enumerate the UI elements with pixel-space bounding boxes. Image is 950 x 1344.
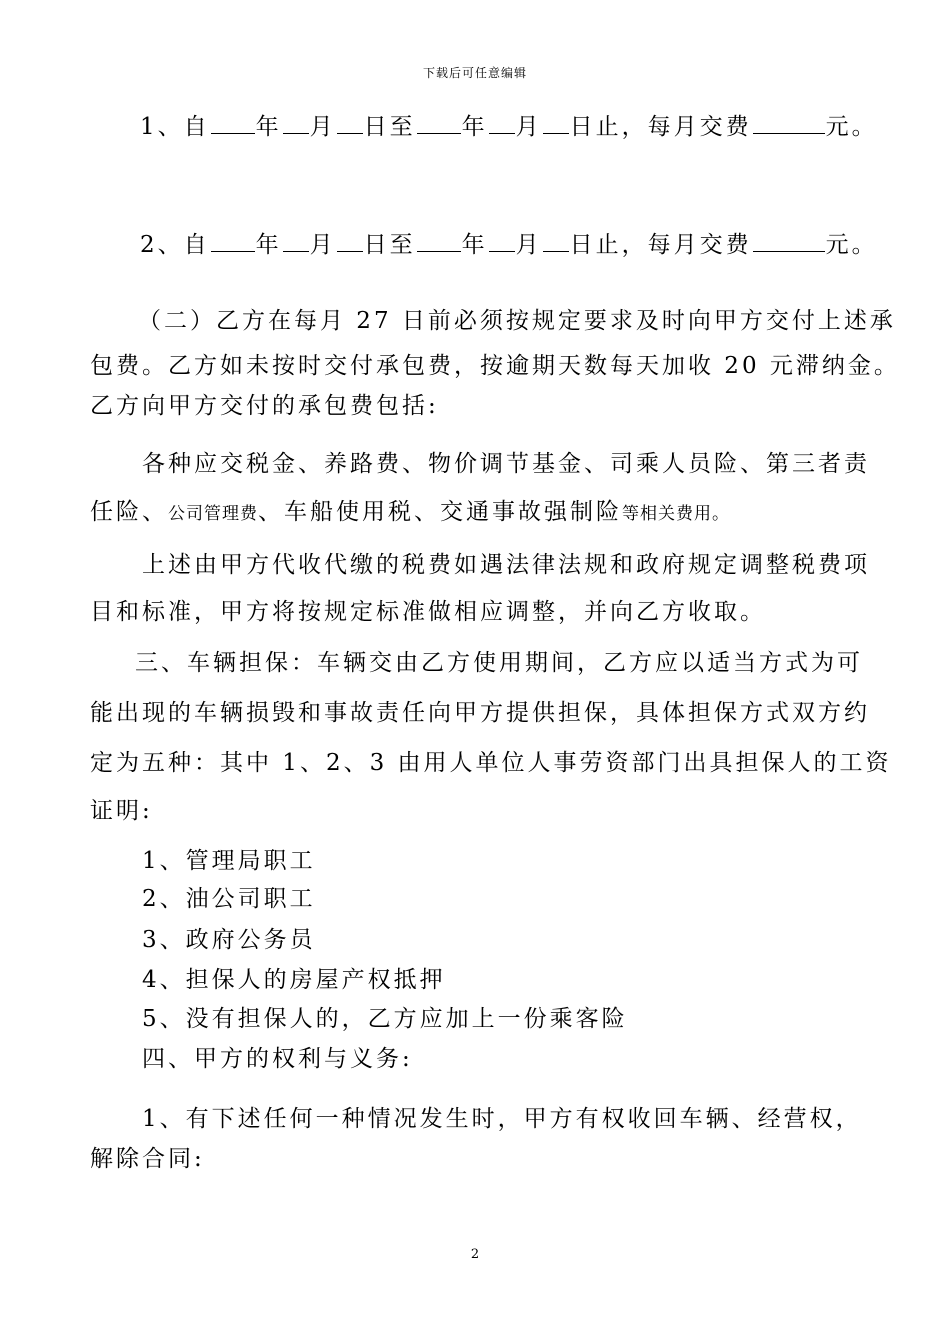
section-heading: 三、车辆担保：车辆交由乙方使用期间，乙方应以适当方式为可 [135,650,863,676]
page-number: 2 [470,1247,480,1262]
fee-line-2: 2、自 年 月 日至 年 月 日止，每月交费 元。 [140,232,878,258]
list-item: 3、政府公务员 [142,927,316,953]
paragraph-line: 解除合同: [90,1146,205,1172]
paragraph-line: 能出现的车辆损毁和事故责任向甲方提供担保，具体担保方式双方约 [90,700,870,726]
paragraph-line: 各种应交税金、养路费、物价调节基金、司乘人员险、第三者责 [142,451,870,477]
paragraph-line: 目和标准，甲方将按规定标准做相应调整，并向乙方收取。 [90,599,766,625]
section-heading: 四、甲方的权利与义务: [142,1046,413,1072]
list-item: 2、油公司职工 [142,886,316,912]
paragraph-line: 定为五种：其中 1、2、3 由用人单位人事劳资部门出具担保人的工资 [90,750,892,776]
paragraph-line: （二）乙方在每月 27 日前必须按规定要求及时向甲方交付上述承 [138,308,896,334]
paragraph-line: 包费。乙方如未按时交付承包费，按逾期天数每天加收 20 元滞纳金。 [90,353,900,379]
paragraph-line: 乙方向甲方交付的承包费包括: [90,393,439,419]
paragraph-line: 上述由甲方代收代缴的税费如遇法律法规和政府规定调整税费项 [142,552,870,578]
list-item: 5、没有担保人的，乙方应加上一份乘客险 [142,1006,628,1032]
mixed-paragraph-line: 任险、公司管理费、车船使用税、交通事故强制险等相关费用。 [90,499,730,525]
paragraph-line: 1、有下述任何一种情况发生时，甲方有权收回车辆、经营权， [142,1106,862,1132]
list-item: 4、担保人的房屋产权抵押 [142,967,446,993]
fee-line-1: 1、自 年 月 日至 年 月 日止，每月交费 元。 [140,114,878,140]
paragraph-line: 证明: [90,798,153,824]
page-header: 下载后可任意编辑 [422,66,527,80]
list-item: 1、管理局职工 [142,848,316,874]
